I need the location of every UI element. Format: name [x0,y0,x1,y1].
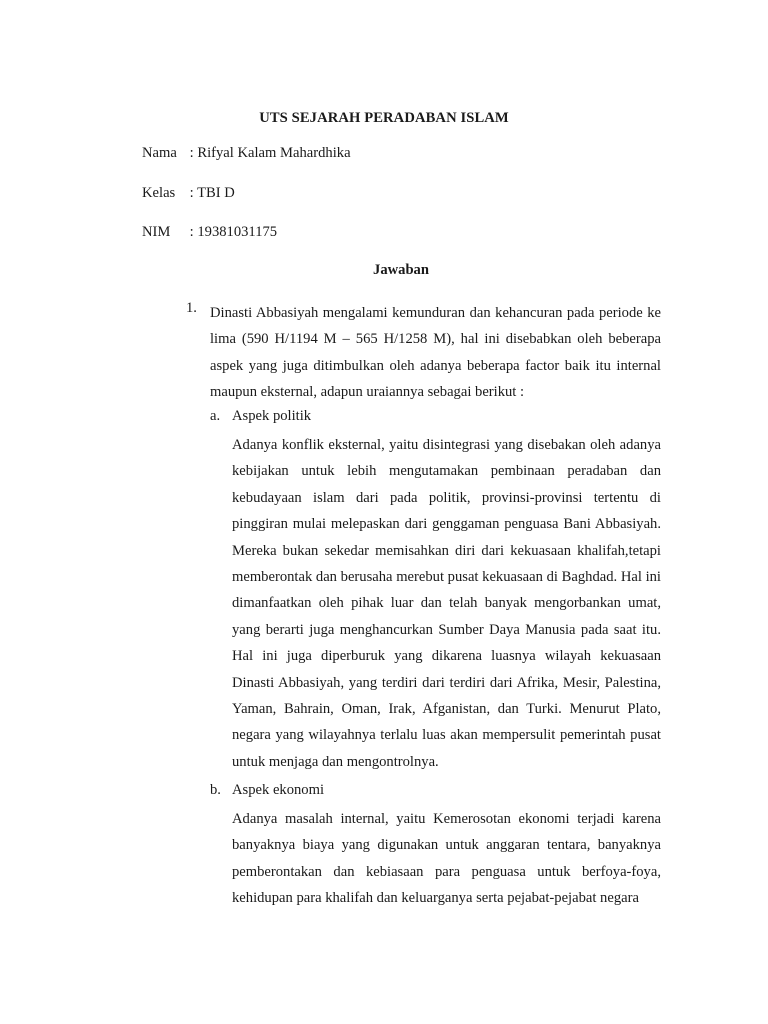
identity-row-kelas [142,183,235,203]
identity-label: Kelas [142,185,176,201]
identity-row-nama [142,143,351,163]
aspect-paragraph: Adanya masalah internal, yaitu Kemerosotan ekonomi terjadi karena banyaknya biaya yang digunakan untuk anggaran tentara, banyaknya pemberontakan dan kebiasaan para penguasa untuk berfoya-foya, kehidupan para khalifah dan keluarganya serta pejabat-pejabat negara [232,811,661,907]
identity-label: NIM [142,224,171,240]
section-heading: Jawaban [373,262,429,278]
identity-row-nim [142,222,277,242]
identity-value: : Rifyal Kalam Mahardhika [189,145,351,161]
aspect-paragraph: Adanya konflik eksternal, yaitu disintegrasi yang disebakan oleh adanya kebijakan untuk lebih mengutamakan pembinaan peradaban dan kebudayaan islam dari pada politik, provinsi-provinsi tertentu di pinggiran mulai melepaskan dari genggaman penguasa Bani Abbasiyah. Mereka bukan sekedar memisahkan diri dari kekuasaan khalifah,tetapi memberontak dan berusaha merebut pusat kekuasaan di Baghdad. Hal ini dimanfaatkan oleh pihak luar dan telah banyak mengorbankan umat, yang berarti juga menghancurkan Sumber Daya Manusia pada saat itu. Hal ini juga diperburuk yang dikarena luasnya wilayah kekuasaan Dinasti Abbasiyah, yang terdiri dari terdiri dari Afrika, Mesir, Palestina, Yaman, Bahrain, Oman, Irak, Afganistan, dan Turki. Menurut Plato, negara yang wilayahnya terlalu luas akan mempersulit pemerintah pusat untuk menjaga dan mengontrolnya. [232,437,661,770]
aspect-letter: b. [210,782,221,798]
answer-intro-paragraph: Dinasti Abbasiyah mengalami kemunduran dan kehancuran pada periode ke lima (590 H/1194 M – 565 H/1258 M), hal ini disebabkan oleh beberapa aspek yang juga ditimbulkan oleh adanya beberapa factor baik itu internal maupun eksternal, adapun uraiannya sebagai berikut : [210,305,661,401]
identity-value: : TBI D [189,185,235,201]
aspect-title: Aspek ekonomi [232,782,325,798]
aspect-letter: a. [210,408,221,424]
identity-label: Nama [142,145,177,161]
identity-value: : 19381031175 [189,224,278,240]
list-item-number: 1. [186,300,197,316]
document-title: UTS SEJARAH PERADABAN ISLAM [259,110,509,126]
aspect-title: Aspek politik [232,408,312,424]
